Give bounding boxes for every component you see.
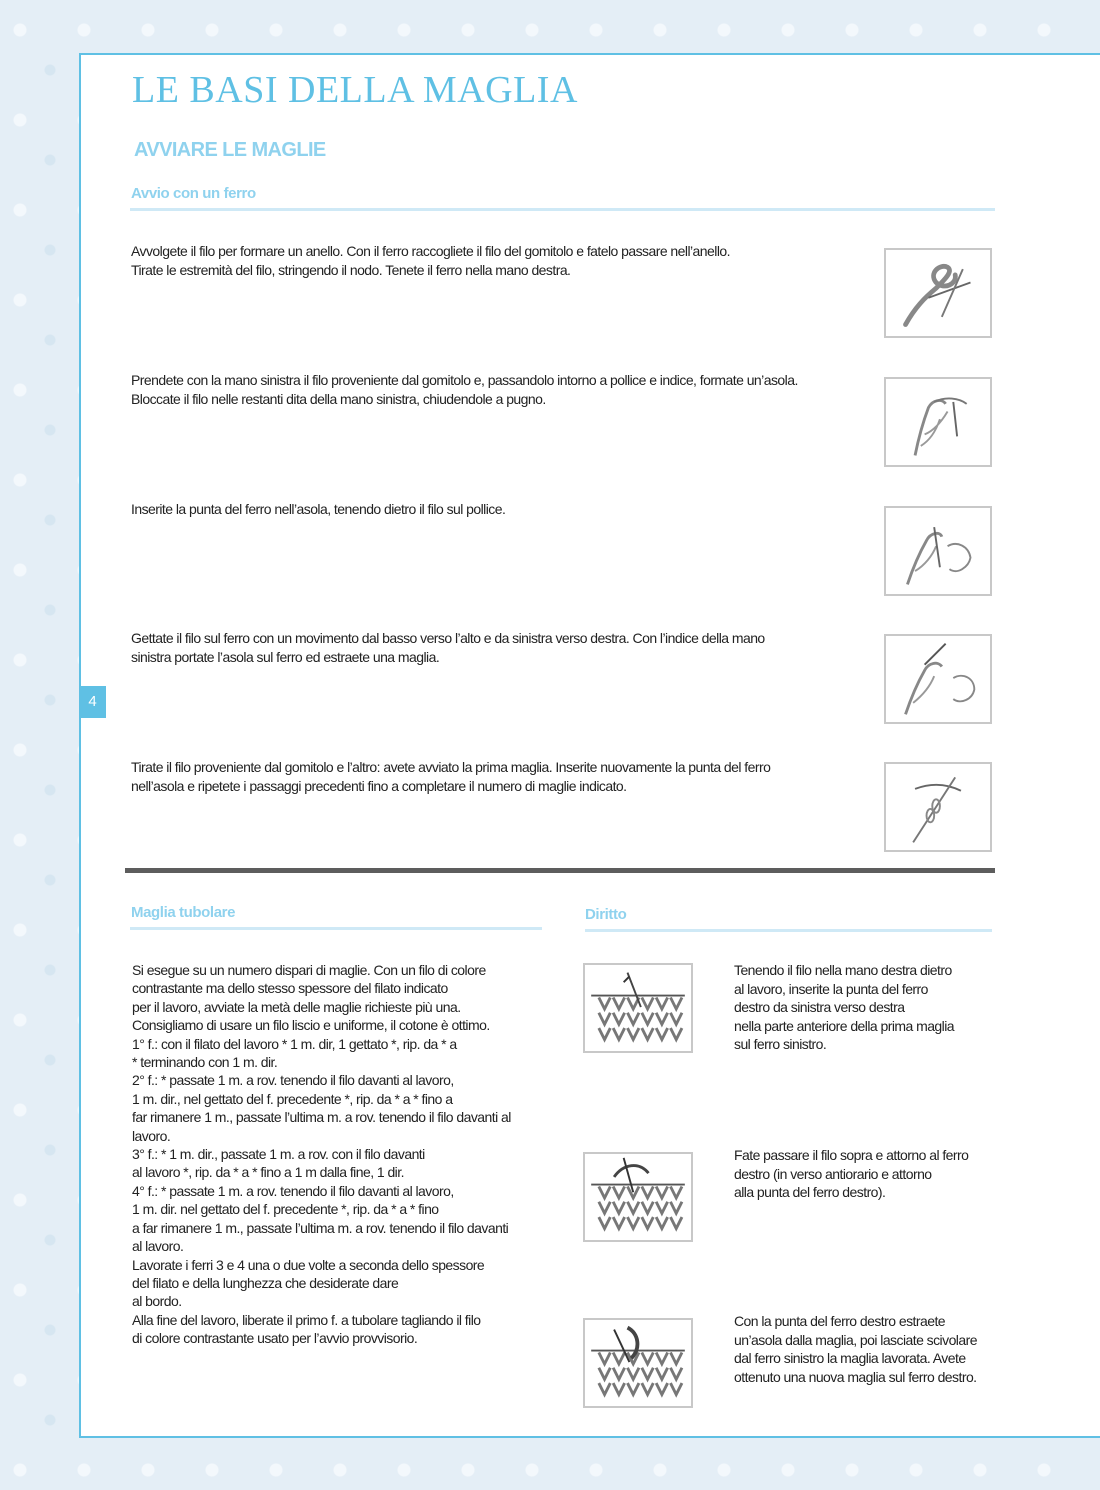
tubular-line: 4° f.: * passate 1 m. a rov. tenendo il filo davanti al lavoro, [132, 1182, 454, 1199]
tubular-line: di colore contrastante usato per l’avvio provvisorio. [132, 1330, 418, 1347]
yarn-over-hands-icon [884, 634, 992, 724]
tubular-line: al bordo. [132, 1293, 182, 1310]
tubular-line: 1° f.: con il filato del lavoro * 1 m. dir, 1 gettato *, rip. da * a [132, 1035, 457, 1052]
tubular-line: Alla fine del lavoro, liberate il primo f. a tubolare tagliando il filo [132, 1311, 481, 1328]
left-hand-loop-icon [884, 377, 992, 467]
tubular-rule [130, 927, 542, 930]
cast-on-step-1-text: Avvolgete il filo per formare un anello. Con il ferro raccogliete il filo del gomitolo e fatelo passare nell’anello. Tirate le estremità del filo, stringendo il nodo. Tenete il ferro nella mano destra. [131, 243, 730, 278]
tubular-line: Si esegue su un numero dispari di maglie. Con un filo di colore [132, 962, 486, 978]
slip-knot-icon [884, 248, 992, 338]
tubular-line: * terminando con 1 m. dir. [132, 1054, 278, 1071]
cast-on-step-4-text: Gettate il filo sul ferro con un movimento dal basso verso l’alto e da sinistra verso destra. Con l’indice della mano sinistra portate l’asola sul ferro ed estraete una maglia. [131, 630, 765, 665]
knit-step-2-text: Fate passare il filo sopra e attorno al ferro destro (in verso antiorario e attorno alla punta del ferro destro). [734, 1147, 969, 1200]
tubular-line: 2° f.: * passate 1 m. a rov. tenendo il filo davanti al lavoro, [132, 1072, 454, 1089]
knit-pull-loop-icon [583, 1318, 693, 1408]
page-number: 4 [79, 686, 106, 718]
cast-on-step-5-text: Tirate il filo proveniente dal gomitolo e l’altro: avete avviato la prima maglia. Inserite nuovamente la punta del ferro nell’asola e ripetete i passaggi precedenti fino a completare il numero di maglie indicato. [131, 759, 771, 794]
tubular-line: far rimanere 1 m., passate l’ultima m. a rov. tenendo il filo davanti al [132, 1109, 511, 1126]
tubular-line: 3° f.: * 1 m. dir., passate 1 m. a rov. con il filo davanti [132, 1146, 425, 1163]
cast-on-step-3-text: Inserite la punta del ferro nell’asola, tenendo dietro il filo sul pollice. [131, 501, 506, 517]
first-stitch-needle-icon [884, 762, 992, 852]
tubular-line: al lavoro *, rip. da * a * fino a 1 m dalla fine, 1 dir. [132, 1164, 404, 1181]
tubular-line: Consigliamo di usare un filo liscio e uniforme, il cotone è ottimo. [132, 1017, 490, 1034]
tubular-title: Maglia tubolare [131, 904, 236, 921]
tubular-line: del filato e della lunghezza che desiderate dare [132, 1274, 399, 1291]
tubular-line: 1 m. dir., nel gettato del f. precedente *, rip. da * a * fino a [132, 1090, 453, 1107]
cast-on-rule [130, 208, 995, 211]
section-title: AVVIARE LE MAGLIE [134, 139, 326, 161]
tubular-line: al lavoro. [132, 1238, 184, 1255]
tubular-line: contrastante ma dello stesso spessore del filato indicato [132, 980, 448, 997]
page-title: LE BASI DELLA MAGLIA [132, 69, 578, 111]
knit-step-3-text: Con la punta del ferro destro estraete un’asola dalla maglia, poi lasciate scivolare dal ferro sinistro la maglia lavorata. Avete ottenuto una nuova maglia sul ferro destro. [734, 1313, 977, 1385]
tubular-line: Lavorate i ferri 3 e 4 una o due volte a seconda dello spessore [132, 1256, 485, 1273]
cast-on-step-2-text: Prendete con la mano sinistra il filo proveniente dal gomitolo e, passandolo intorno a pollice e indice, formate un’asola. Bloccate il filo nelle restanti dita della mano sinistra, chiudendole a pugno. [131, 372, 798, 407]
tubular-line: per il lavoro, avviate la metà delle maglie richieste più una. [132, 998, 461, 1015]
section-divider [125, 868, 995, 873]
tubular-line: a far rimanere 1 m., passate l’ultima m. a rov. tenendo il filo davanti [132, 1219, 509, 1236]
tubular-line: lavoro. [132, 1127, 171, 1144]
knit-insert-needle-icon [583, 963, 693, 1053]
knit-rule [585, 929, 992, 932]
tubular-instructions [132, 961, 552, 1348]
needle-in-loop-icon [884, 506, 992, 596]
knit-step-1-text: Tenendo il filo nella mano destra dietro al lavoro, inserite la punta del ferro destro da sinistra verso destra nella parte anteriore della prima maglia sul ferro sinistro. [734, 962, 955, 1052]
knit-wrap-yarn-icon [583, 1152, 693, 1242]
knit-title: Diritto [585, 906, 627, 923]
tubular-line: 1 m. dir. nel gettato del f. precedente *, rip. da * a * fino [132, 1201, 439, 1218]
cast-on-title: Avvio con un ferro [131, 185, 256, 202]
